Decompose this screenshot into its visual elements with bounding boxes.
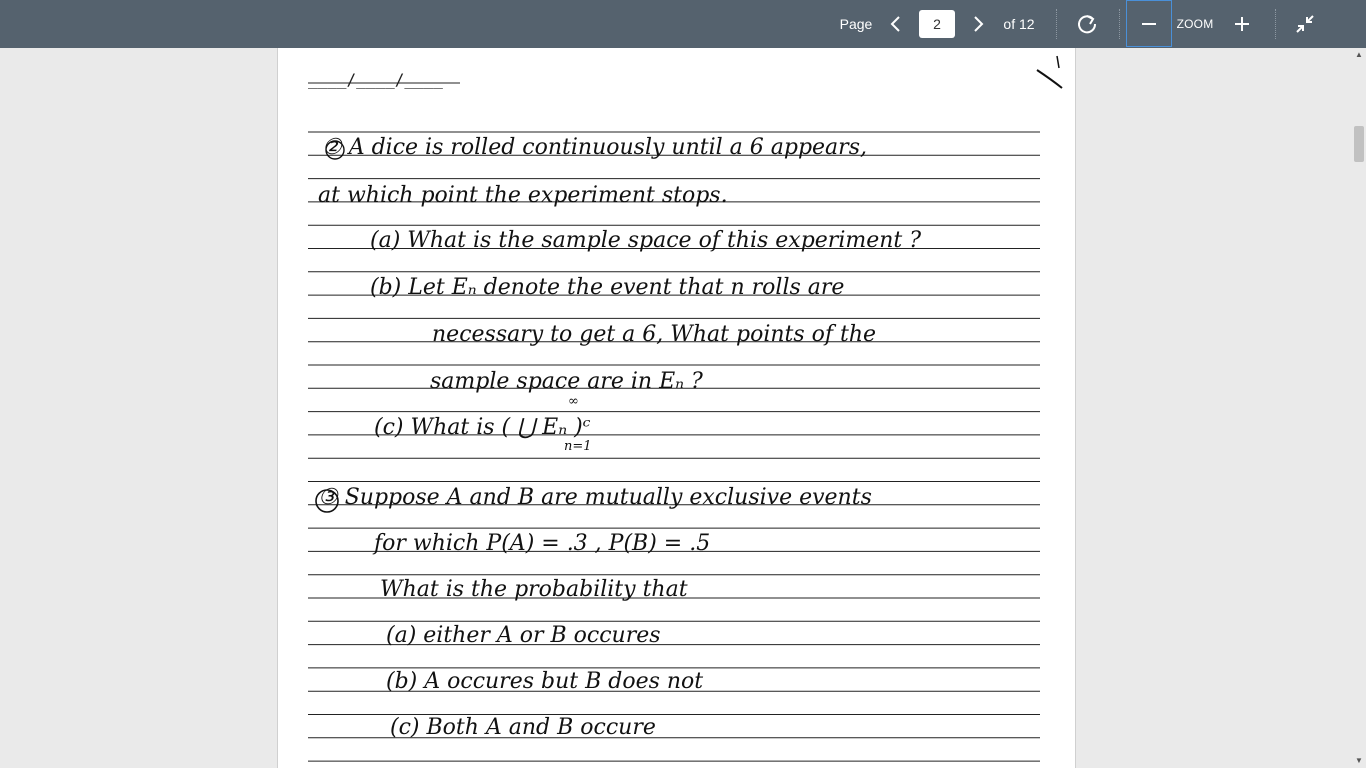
union-upper-limit: ∞ [568,394,579,409]
page-number-input[interactable] [919,10,955,38]
question-3-line-3: What is the probability that [380,577,688,602]
pdf-toolbar [0,0,1366,48]
page-label: Page [839,16,873,32]
toolbar-divider [1275,9,1276,39]
question-2b-line-2: necessary to get a 6, What points of the [432,322,877,347]
question-2b-line-3: sample space are in Eₙ ? [430,369,703,394]
page-count-label: of 12 [1003,16,1035,32]
union-lower-limit: n=1 [564,439,592,454]
collapse-icon [1295,14,1315,34]
question-2b-line-1: (b) Let Eₙ denote the event that n rolls are [370,275,845,300]
question-3-line-1: ③ Suppose A and B are mutually exclusive events [318,485,872,510]
zoom-in-button[interactable] [1226,0,1258,48]
minus-icon [1141,16,1157,32]
vertical-scrollbar[interactable] [1352,48,1366,768]
document-viewer[interactable] [0,48,1366,768]
toolbar-divider [1056,9,1057,39]
question-2-line-1: ② A dice is rolled continuously until a 6 appears, [322,135,867,160]
question-2c: (c) What is ( ⋃ Eₙ )ᶜ [374,415,591,440]
rotate-button[interactable] [1070,0,1104,48]
question-2-line-2: at which point the experiment stops. [318,183,728,208]
toolbar-divider [1119,9,1120,39]
scrollbar-thumb[interactable] [1354,126,1364,162]
question-3a: (a) either A or B occures [386,623,661,648]
question-3-line-2: for which P(A) = .3 , P(B) = .5 [374,531,711,556]
date-field: ____/____/____ [308,70,443,89]
exit-fullscreen-button[interactable] [1288,0,1322,48]
zoom-out-button[interactable] [1126,0,1172,47]
rotate-icon [1076,13,1098,35]
chevron-left-icon [889,14,903,34]
previous-page-button[interactable] [882,0,910,48]
zoom-label: ZOOM [1176,17,1214,31]
question-3b: (b) A occures but B does not [386,669,704,694]
question-2a: (a) What is the sample space of this experiment ? [370,228,922,253]
scroll-down-arrow-icon[interactable]: ▼ [1355,756,1363,765]
chevron-right-icon [971,14,985,34]
plus-icon [1234,16,1250,32]
next-page-button[interactable] [964,0,992,48]
question-3c: (c) Both A and B occure [390,715,656,740]
scroll-up-arrow-icon[interactable]: ▲ [1355,50,1363,59]
document-page [277,48,1076,768]
